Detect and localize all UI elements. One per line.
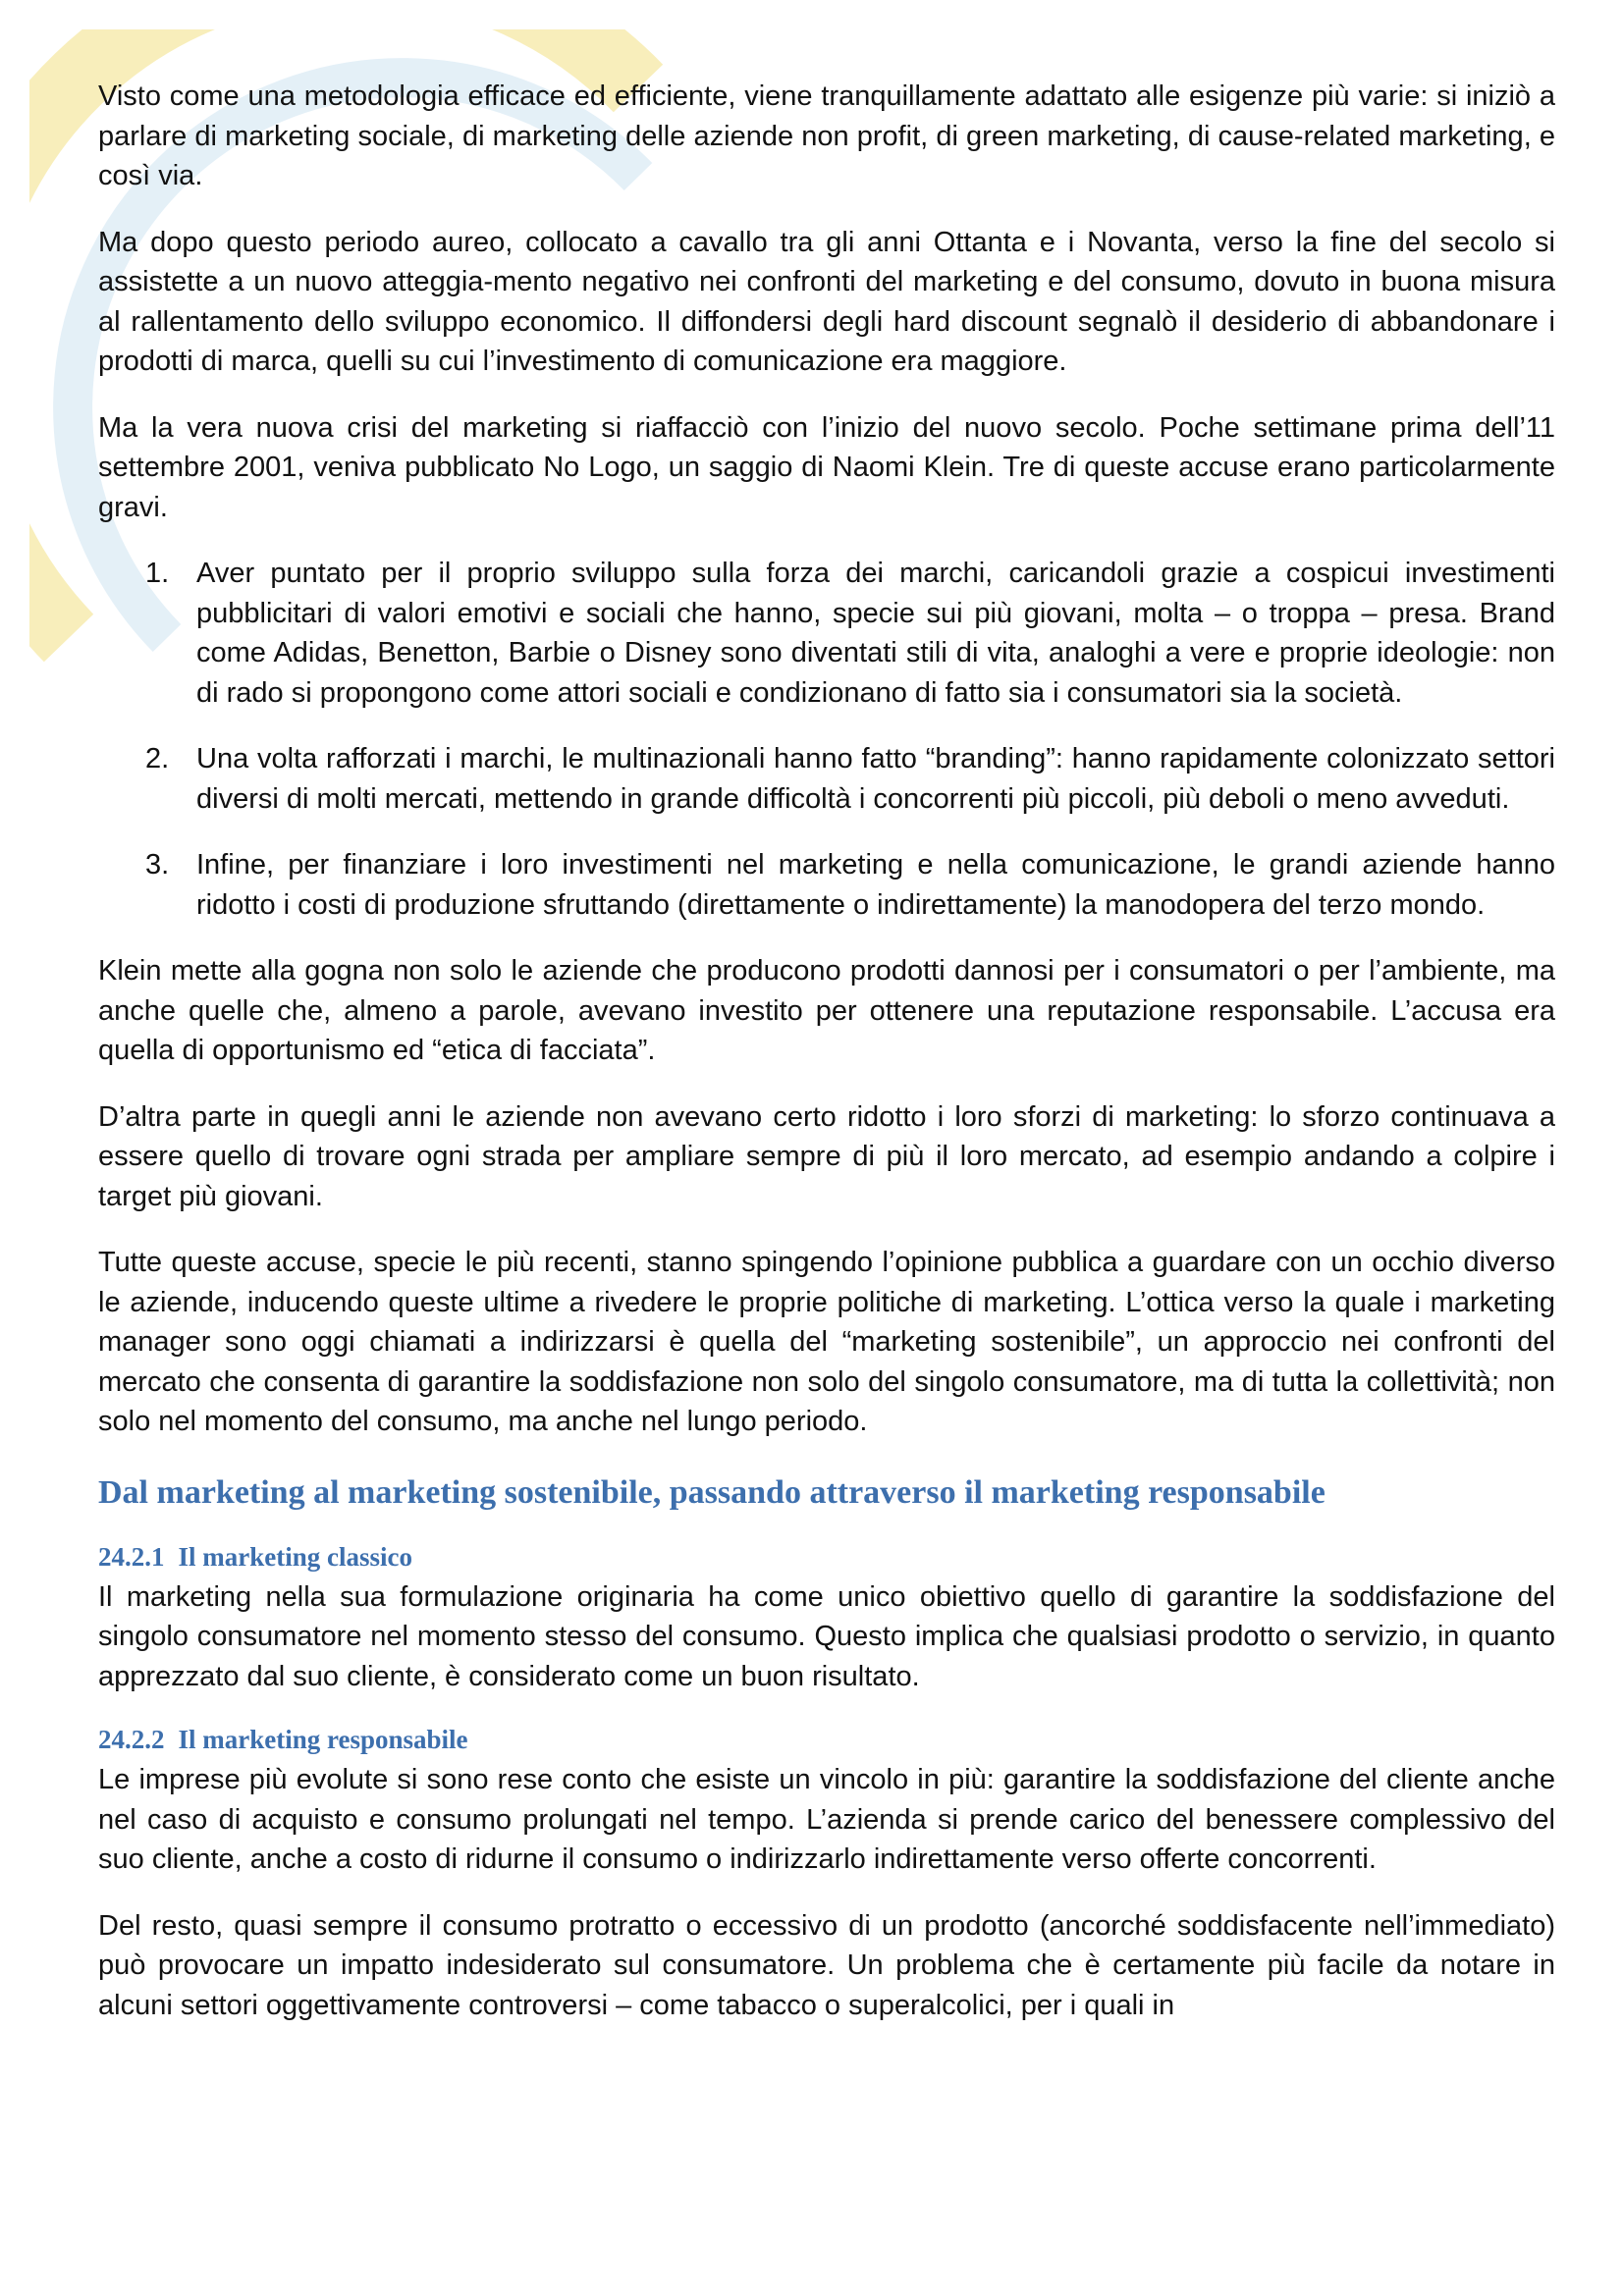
list-item-number: 3. xyxy=(145,849,170,881)
paragraph-classico: Il marketing nella sua formulazione originaria ha come unico obiettivo quello di garantire la soddisfazione del singolo consumatore nel momento stesso del consumo. Questo implica che qualsiasi prodotto o servizio, in quanto apprezzato dal suo cliente, è considerato come un buon risultato. xyxy=(98,1580,1555,1692)
list-item-text: Infine, per finanziare i loro investimenti nel marketing e nella comunicazione, le grandi aziende hanno ridotto i costi di produzione sfruttando (direttamente o indirettamente) la manodopera del terzo mondo. xyxy=(196,849,1555,921)
list-item-text: Aver puntato per il proprio sviluppo sulla forza dei marchi, caricandoli grazie a cospicui investimenti pubblicitari di valori emotivi e sociali che hanno, specie sui più giovani, molta – o troppa – presa. Brand come Adidas, Benetton, Barbie o Disney sono diventati stili di vita, analoghi a vere e proprie ideologie: non di rado si propongono come attori sociali e condizionano di fatto sia i consumatori sia la società. xyxy=(196,558,1555,709)
subsection-number: 24.2.1 xyxy=(98,1541,165,1572)
paragraph-accuse: Tutte queste accuse, specie le più recenti, stanno spingendo l’opinione pubblica a guardare con un occhio diverso le aziende, inducendo queste ultime a rivedere le proprie politiche di marketing. L’ottica verso la quale i marketing manager sono oggi chiamati a indirizzarsi è quella del “marketing sostenibile”, un approccio nei confronti del mercato che consenta di garantire la soddisfazione non solo del singolo consumatore, ma di tutta la collettività; non solo nel momento del consumo, ma anche nel lungo periodo. xyxy=(98,1247,1555,1437)
subsection-heading-classico xyxy=(98,1540,1555,1574)
list-item xyxy=(98,845,1555,925)
list-item-number: 2. xyxy=(145,743,170,774)
paragraph-intro-2: Ma dopo questo periodo aureo, collocato a cavallo tra gli anni Ottanta e i Novanta, verso la fine del secolo si assistette a un nuovo atteggia-mento negativo nei confronti del marketing e del consumo, dovuto in buona misura al rallentamento dello sviluppo economico. Il diffondersi degli hard discount segnalò il desiderio di abbandonare i prodotti di marca, quelli su cui l’investimento di comunicazione era maggiore. xyxy=(98,226,1555,377)
subsection-title: Il marketing classico xyxy=(178,1541,412,1572)
paragraph-resto: Del resto, quasi sempre il consumo protratto o eccessivo di un prodotto (ancorché soddisfacente nell’immediato) può provocare un impatto indesiderato sul consumatore. Un problema che è certamente più facile da notare in alcuni settori oggettivamente controversi – come tabacco o superalcolici, per i quali in xyxy=(98,1909,1555,2021)
paragraph-intro-3: Ma la vera nuova crisi del marketing si riaffacciò con l’inizio del nuovo secolo. Poche settimane prima dell’11 settembre 2001, veniva pubblicato No Logo, un saggio di Naomi Klein. Tre di queste accuse erano particolarmente gravi. xyxy=(98,411,1555,523)
paragraph-responsabile: Le imprese più evolute si sono rese conto che esiste un vincolo in più: garantire la soddisfazione del cliente anche nel caso di acquisto e consumo prolungati nel tempo. L’azienda si prende carico del benessere complessivo del suo cliente, anche a costo di ridurne il consumo o indirizzarlo indirettamente verso offerte concorrenti. xyxy=(98,1764,1555,1875)
paragraph-intro-1: Visto come una metodologia efficace ed efficiente, viene tranquillamente adattato alle esigenze più varie: si iniziò a parlare di marketing sociale, di marketing delle aziende non profit, di green marketing, di cause-related marketing, e così via. xyxy=(98,80,1555,191)
paragraph-sforzi: D’altra parte in quegli anni le aziende non avevano certo ridotto i loro sforzi di marketing: lo sforzo continuava a essere quello di trovare ogni strada per ampliare sempre di più il loro mercato, ad esempio andando a colpire i target più giovani. xyxy=(98,1100,1555,1212)
list-item xyxy=(98,554,1555,713)
list-item-number: 1. xyxy=(145,558,170,589)
list-item xyxy=(98,739,1555,819)
document-page xyxy=(98,77,1555,2052)
accuse-list xyxy=(98,554,1555,925)
section-heading: Dal marketing al marketing sostenibile, passando attraverso il marketing responsabile xyxy=(98,1473,1325,1511)
subsection-number: 24.2.2 xyxy=(98,1725,165,1754)
list-item-text: Una volta rafforzati i marchi, le multinazionali hanno fatto “branding”: hanno rapidamente colonizzato settori diversi di molti mercati, mettendo in grande difficoltà i concorrenti più piccoli, più deboli o meno avveduti. xyxy=(196,743,1555,815)
paragraph-klein: Klein mette alla gogna non solo le aziende che producono prodotti dannosi per i consumatori o per l’ambiente, ma anche quelle che, almeno a parole, avevano investito per ottenere una reputazione responsabile. L’accusa era quella di opportunismo ed “etica di facciata”. xyxy=(98,955,1555,1066)
subsection-title: Il marketing responsabile xyxy=(178,1725,468,1754)
subsection-heading-responsabile xyxy=(98,1723,1555,1756)
